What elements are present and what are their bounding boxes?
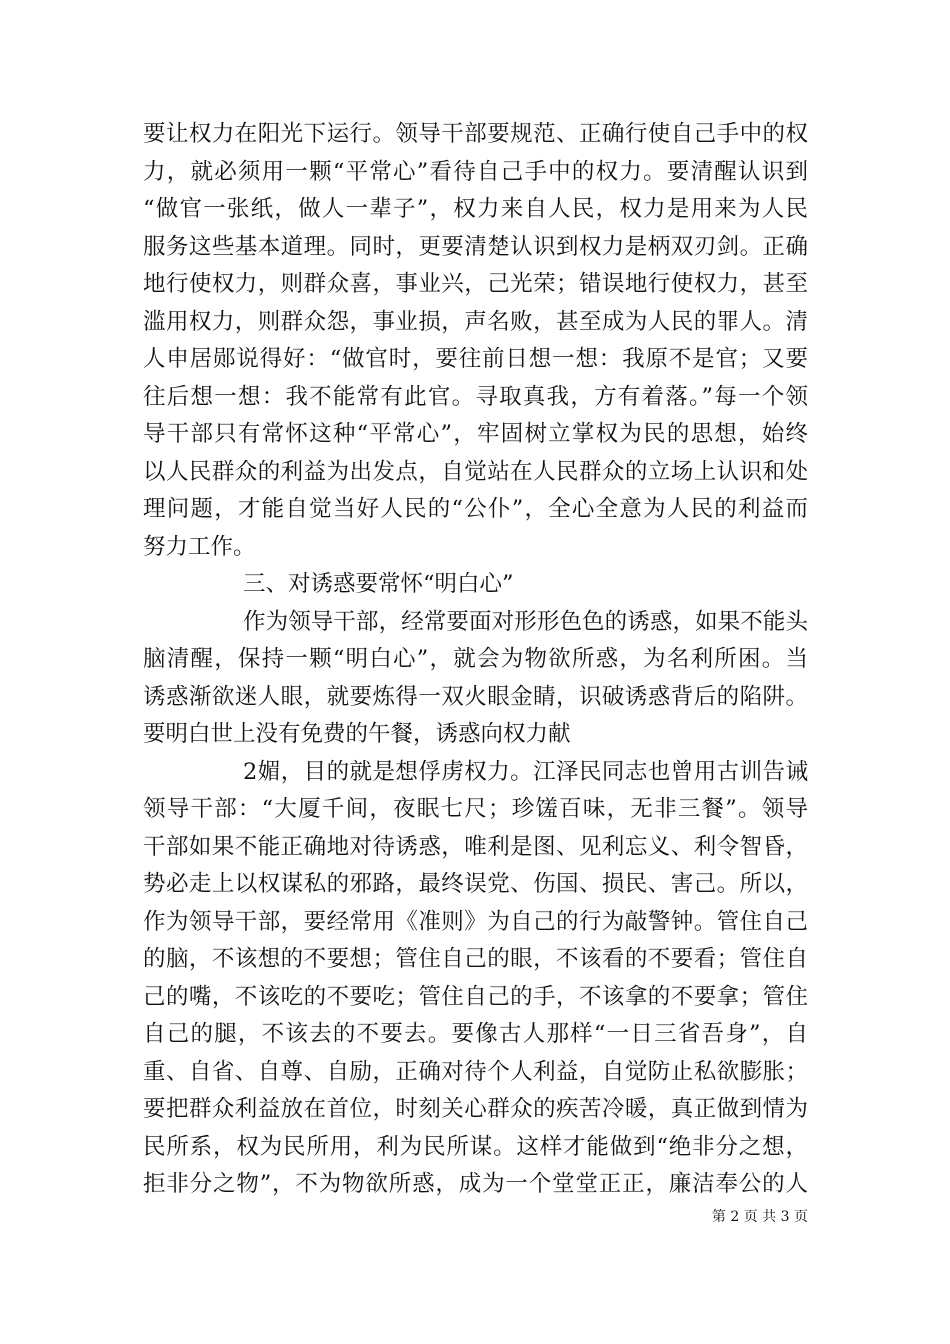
text-line: 以人民群众的利益为出发点，自觉站在人民群众的立场上认识和处 (143, 459, 808, 485)
text-line: 的脑，不该想的不要想；管住自己的眼，不该看的不要看；管住自 (143, 946, 808, 972)
text-line: 要明白世上没有免费的午餐，诱惑向权力献 (143, 721, 571, 747)
page-number: 第 2 页 共 3 页 (711, 1209, 808, 1225)
text-line: 人申居郧说得好：“做官时，要往前日想一想：我原不是官；又要 (143, 346, 808, 372)
text-line: 往后想一想：我不能常有此官。寻取真我，方有着落。”每一个领 (143, 384, 808, 410)
text-line: 要把群众利益放在首位，时刻关心群众的疾苦冷暖，真正做到情为 (143, 1096, 808, 1122)
text-line: “做官一张纸，做人一辈子”，权力来自人民，权力是用来为人民 (143, 196, 808, 222)
text-line: 地行使权力，则群众喜，事业兴，己光荣；错误地行使权力，甚至 (143, 271, 808, 297)
text-line: 拒非分之物”，不为物欲所惑，成为一个堂堂正正，廉洁奉公的人 (143, 1171, 808, 1197)
text-line: 势必走上以权谋私的邪路，最终误党、伤国、损民、害己。所以， (143, 871, 808, 897)
text-line: 服务这些基本道理。同时，更要清楚认识到权力是柄双刃剑。正确 (143, 234, 808, 260)
text-line: 理问题，才能自觉当好人民的“公仆”，全心全意为人民的利益而 (143, 496, 808, 522)
text-line: 诱惑渐欲迷人眼，就要炼得一双火眼金睛，识破诱惑背后的陷阱。 (143, 684, 808, 710)
section-heading: 三、对诱惑要常怀“明白心” (243, 571, 514, 597)
text-line: 导干部只有常怀这种“平常心”，牢固树立掌权为民的思想，始终 (143, 421, 808, 447)
text-line: 作为领导干部，要经常用《准则》为自己的行为敲警钟。管住自己 (143, 909, 808, 935)
text-line: 要让权力在阳光下运行。领导干部要规范、正确行使自己手中的权 (143, 121, 808, 147)
text-line: 自己的腿，不该去的不要去。要像古人那样“一日三省吾身”，自 (143, 1021, 808, 1047)
text-line: 民所系，权为民所用，利为民所谋。这样才能做到“绝非分之想， (143, 1134, 808, 1160)
text-line: 作为领导干部，经常要面对形形色色的诱惑，如果不能头 (243, 609, 808, 635)
text-line: 干部如果不能正确地对待诱惑，唯利是图、见利忘义、利令智昏， (143, 834, 808, 860)
text-line: 重、自省、自尊、自励，正确对待个人利益，自觉防止私欲膨胀； (143, 1059, 808, 1085)
text-line: 滥用权力，则群众怨，事业损，声名败，甚至成为人民的罪人。清 (143, 309, 808, 335)
text-line: 努力工作。 (143, 534, 256, 560)
text-line: 脑清醒，保持一颗“明白心”，就会为物欲所惑，为名利所困。当 (143, 646, 808, 672)
text-line: 领导干部：“大厦千间，夜眠七尺；珍馐百味，无非三餐”。领导 (143, 796, 808, 822)
text-line: 2媚，目的就是想俘虏权力。江泽民同志也曾用古训告诫 (243, 759, 808, 785)
text-line: 力，就必须用一颗“平常心”看待自己手中的权力。要清醒认识到 (143, 159, 808, 185)
text-line: 己的嘴，不该吃的不要吃；管住自己的手，不该拿的不要拿；管住 (143, 984, 808, 1010)
